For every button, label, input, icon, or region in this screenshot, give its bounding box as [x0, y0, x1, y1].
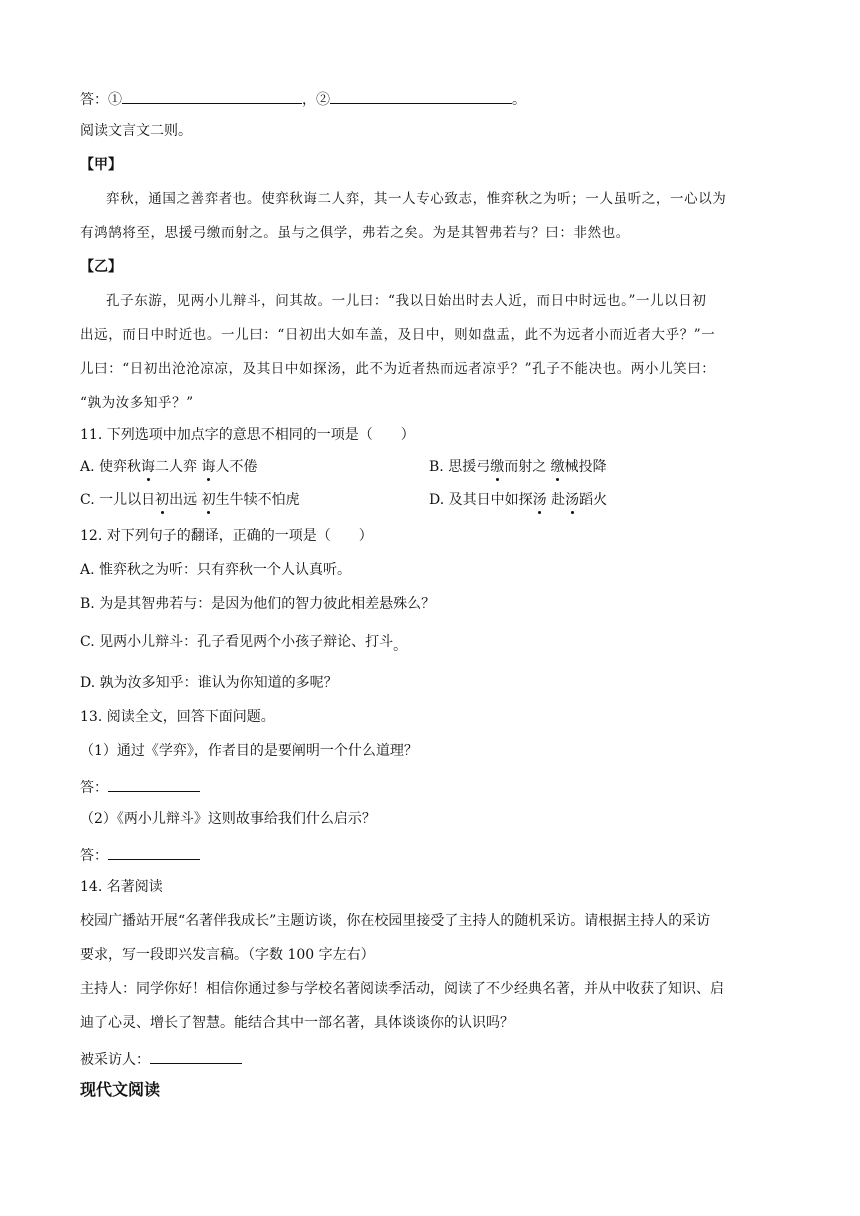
q14-para-1: 校园广播站开展“名著伴我成长”主题访谈，你在校园里接受了主持人的随机采访。请根据主持人的采访: [80, 913, 711, 929]
answer-line-top: 答：① ，② 。: [80, 87, 526, 110]
q13-answer-1-blank[interactable]: [108, 775, 200, 792]
q14-stem: 14. 名著阅读: [80, 879, 163, 895]
yi-para-line-3: 儿曰：“日初出沧沧凉凉，及其日中如探汤，此不为近者热而远者凉乎？”孔子不能决也。两小儿笑曰：: [80, 361, 716, 377]
q13-sub-1: （1）通过《学弈》，作者目的是要阐明一个什么道理？: [80, 743, 418, 759]
q11-option-c[interactable]: C. 一儿以日初出远 初生牛犊不怕虎: [80, 492, 300, 508]
jia-para-line-1: 弈秋，通国之善弈者也。使弈秋诲二人弈，其一人专心致志，惟弈秋之为听；一人虽听之，一心以为: [106, 191, 727, 207]
answer-blank-1[interactable]: [122, 87, 302, 104]
yi-para-line-1: 孔子东游，见两小儿辩斗，问其故。一儿曰：“我以日始出时去人近，而日中时远也。”一儿以日初: [106, 293, 707, 309]
q12-option-d[interactable]: D. 孰为汝多知乎：谁认为你知道的多呢？: [80, 675, 338, 691]
q14-para-3: 主持人：同学你好！相信你通过参与学校名著阅读季活动，阅读了不少经典名著，并从中收获了知识、启: [80, 981, 724, 997]
q13-stem: 13. 阅读全文，回答下面问题。: [80, 709, 275, 725]
answer-blank-2[interactable]: [330, 87, 512, 104]
q14-para-4: 迪了心灵、增长了智慧。能结合其中一部名著，具体谈谈你的认识吗？: [80, 1015, 514, 1031]
jia-label: 【甲】: [80, 157, 122, 173]
yi-para-line-2: 出远，而日中时近也。一儿曰：“日初出大如车盖，及日中，则如盘盂，此不为远者小而近者大乎？”一: [80, 327, 716, 343]
section-title: 现代文阅读: [80, 1080, 161, 1099]
q11-option-d[interactable]: D. 及其日中如探汤 赴汤蹈火: [429, 492, 608, 508]
q12-option-a[interactable]: A. 惟弈秋之为听：只有弈秋一个人认真听。: [80, 562, 352, 578]
q13-answer-2-blank[interactable]: [108, 843, 200, 860]
q14-interviewee: 被采访人：: [80, 1047, 242, 1070]
q14-para-2: 要求，写一段即兴发言稿。（字数 100 字左右）: [80, 947, 375, 963]
q12-option-c[interactable]: C. 见两小儿辩斗：孔子看见两个小孩子辩论、打斗。: [80, 634, 408, 654]
q12-option-b[interactable]: B. 为是其智弗若与：是因为他们的智力彼此相差悬殊么？: [80, 596, 436, 612]
q13-answer-1: 答：: [80, 775, 200, 798]
q13-answer-2: 答：: [80, 843, 200, 866]
q12-stem: 12. 对下列句子的翻译，正确的一项是（ ）: [80, 528, 373, 544]
q13-sub-2: （2）《两小儿辩斗》这则故事给我们什么启示？: [80, 811, 376, 827]
q11-option-a[interactable]: A. 使弈秋诲二人弈 诲人不倦: [80, 459, 258, 475]
q11-stem: 11. 下列选项中加点字的意思不相同的一项是（ ）: [80, 427, 415, 443]
yi-label: 【乙】: [80, 259, 122, 275]
q14-interviewee-blank[interactable]: [150, 1047, 242, 1064]
yi-para-line-4: “孰为汝多知乎？”: [80, 395, 194, 411]
q11-option-b[interactable]: B. 思援弓缴而射之 缴械投降: [429, 459, 607, 475]
jia-para-line-2: 有鸿鹄将至，思援弓缴而射之。虽与之俱学，弗若之矣。为是其智弗若与？曰：非然也。: [80, 225, 630, 241]
intro-text: 阅读文言文二则。: [80, 123, 192, 139]
